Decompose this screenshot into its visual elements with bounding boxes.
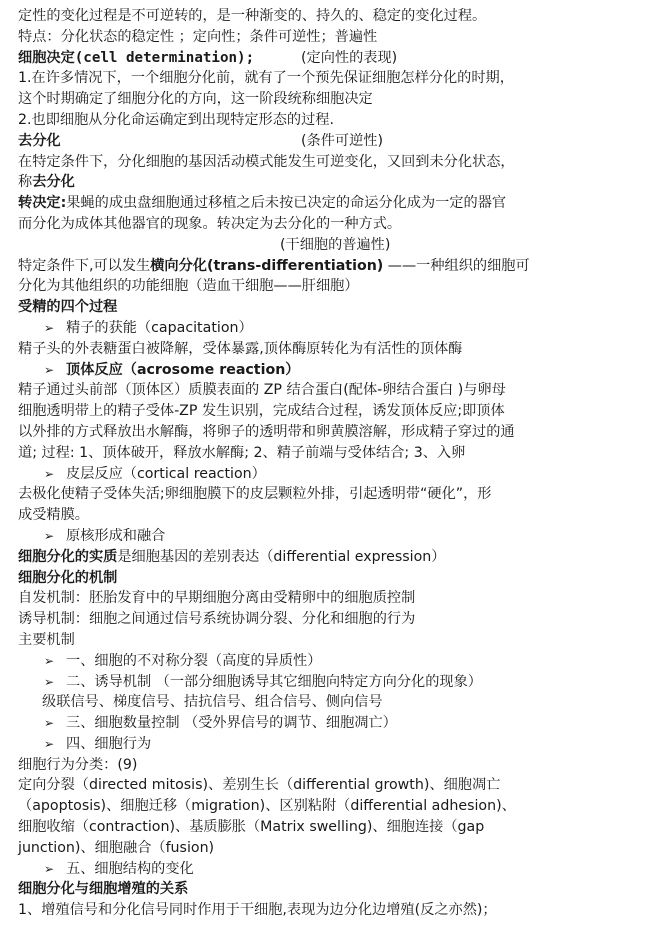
bullet-text: 三、细胞数量控制 （受外界信号的调节、细胞凋亡） — [66, 715, 397, 732]
bullet-item — [18, 734, 578, 755]
text-line: 细胞行为分类：(9) — [18, 756, 138, 773]
text-line: 精子头的外表糖蛋白被降解，受体暴露,顶体酶原转化为有活性的顶体酶 — [18, 340, 463, 357]
arrow-bullet-icon: ➢ — [44, 674, 55, 689]
heading-fertilization-processes: 受精的四个过程 — [18, 299, 118, 316]
section-heading-line — [18, 131, 578, 152]
bullet-item — [18, 672, 578, 693]
text-line: 定向分裂（directed mitosis)、差别生长（differential growth)、细胞凋亡 — [18, 777, 501, 794]
text-line — [18, 193, 578, 214]
bullet-text: 二、诱导机制 （一部分细胞诱导其它细胞向特定方向分化的现象） — [66, 673, 482, 690]
heading-differentiation-mechanism: 细胞分化的机制 — [18, 569, 118, 586]
bullet-text: 精子的获能（capacitation） — [66, 319, 253, 336]
text-line: 以外排的方式释放出水解酶，将卵子的透明带和卵黄膜溶解，形成精子穿过的通 — [18, 423, 515, 440]
arrow-bullet-icon: ➢ — [44, 320, 55, 335]
text-line: 诱导机制：细胞之间通过信号系统协调分裂、分化和细胞的行为 — [18, 611, 416, 628]
bullet-text: 一、细胞的不对称分裂（高度的异质性） — [66, 652, 322, 669]
inline-text: 是细胞基因的差别表达（differential expression） — [117, 548, 446, 565]
bullet-item — [18, 713, 578, 734]
text-line — [18, 256, 578, 277]
arrow-bullet-icon: ➢ — [44, 466, 55, 481]
bullet-text: 原核形成和融合 — [66, 527, 166, 544]
annotation-note: (干细胞的普遍性) — [280, 236, 391, 253]
text-line: 成受精膜。 — [18, 507, 89, 524]
arrow-bullet-icon: ➢ — [44, 861, 55, 876]
arrow-bullet-icon: ➢ — [44, 736, 55, 751]
annotation-note: (条件可逆性) — [301, 132, 384, 149]
inline-text: 称 — [18, 174, 33, 191]
text-line: 道; 过程: 1、顶体破开，释放水解酶; 2、精子前端与受体结合; 3、入卵 — [18, 444, 466, 461]
text-line: 细胞透明带上的精子受体-ZP 发生识别，完成结合过程，诱发顶体反应;即顶体 — [18, 403, 505, 420]
heading-dedifferentiation: 去分化 — [18, 132, 61, 149]
text-line: 这个时期确定了细胞分化的方向，这一阶段统称细胞决定 — [18, 91, 373, 108]
bullet-item — [18, 360, 578, 381]
inline-text: 果蝇的成虫盘细胞通过移植之后未按已决定的命运分化成为一定的器官 — [66, 195, 507, 212]
text-line — [18, 547, 578, 568]
text-line: 定性的变化过程是不可逆转的，是一种渐变的、持久的、稳定的变化过程。 — [18, 8, 487, 24]
bullet-text: 顶体反应（acrosome reaction） — [66, 361, 300, 378]
text-line: 细胞收缩（contraction)、基质膨胀（Matrix swelling)、细胞连接（gap — [18, 819, 485, 836]
annotation-line — [18, 235, 578, 256]
bullet-item — [18, 526, 578, 547]
arrow-bullet-icon: ➢ — [44, 528, 55, 543]
document-page — [18, 6, 578, 921]
text-line: 去极化使精子受体失活;卵细胞膜下的皮层颗粒外排，引起透明带“硬化”，形 — [18, 486, 492, 503]
bullet-text: 四、细胞行为 — [66, 735, 152, 752]
heading-cell-determination: 细胞决定(cell determination); — [18, 49, 255, 66]
annotation-note: (定向性的表现) — [301, 49, 398, 66]
inline-bold-term: 去分化 — [32, 174, 75, 191]
text-line: 在特定条件下，分化细胞的基因活动模式能发生可逆变化，又回到未分化状态， — [18, 153, 515, 170]
text-line: 自发机制：胚胎发育中的早期细胞分离由受精卵中的细胞质控制 — [18, 590, 416, 607]
arrow-bullet-icon: ➢ — [44, 362, 55, 377]
text-line: 精子通过头前部（顶体区）质膜表面的 ZP 结合蛋白(配体-卵结合蛋白 )与卵母 — [18, 382, 506, 399]
arrow-bullet-icon: ➢ — [44, 716, 55, 731]
text-line: 特点：分化状态的稳定性 ；定向性；条件可逆性；普遍性 — [18, 28, 378, 45]
arrow-bullet-icon: ➢ — [44, 653, 55, 668]
section-heading-line — [18, 48, 578, 69]
inline-text: 特定条件下,可以发生 — [18, 257, 151, 274]
text-line: （apoptosis)、细胞迁移（migration)、区别粘附（differential adhesion)、 — [18, 798, 516, 815]
bullet-text: 皮层反应（cortical reaction） — [66, 465, 266, 482]
text-line — [18, 172, 578, 193]
inline-bold-term: 横向分化(trans-differentiation) — [150, 257, 384, 274]
text-line: 而分化为成体其他器官的现象。转决定为去分化的一种方式。 — [18, 215, 402, 232]
bullet-item — [18, 318, 578, 339]
inline-text: ——一种组织的细胞可 — [383, 257, 530, 274]
text-line: 2.也即细胞从分化命运确定到出现特定形态的过程. — [18, 111, 334, 128]
bullet-item — [18, 651, 578, 672]
bullet-text: 五、细胞结构的变化 — [66, 860, 194, 877]
text-line: 分化为其他组织的功能细胞（造血干细胞——肝细胞） — [18, 278, 359, 295]
heading-differentiation-proliferation: 细胞分化与细胞增殖的关系 — [18, 881, 189, 898]
text-line: 1.在许多情况下，一个细胞分化前，就有了一个预先保证细胞怎样分化的时期， — [18, 70, 514, 87]
text-line: 1、增殖信号和分化信号同时作用于干细胞,表现为边分化边增殖(反之亦然)； — [18, 902, 497, 919]
heading-essence-of-differentiation: 细胞分化的实质 — [18, 548, 118, 565]
bullet-item — [18, 859, 578, 880]
text-line: 主要机制 — [18, 631, 75, 648]
text-line: 级联信号、梯度信号、拮抗信号、组合信号、侧向信号 — [42, 694, 383, 711]
bullet-item — [18, 464, 578, 485]
heading-transdetermination: 转决定: — [18, 195, 67, 212]
text-line: junction)、细胞融合（fusion) — [18, 839, 215, 856]
